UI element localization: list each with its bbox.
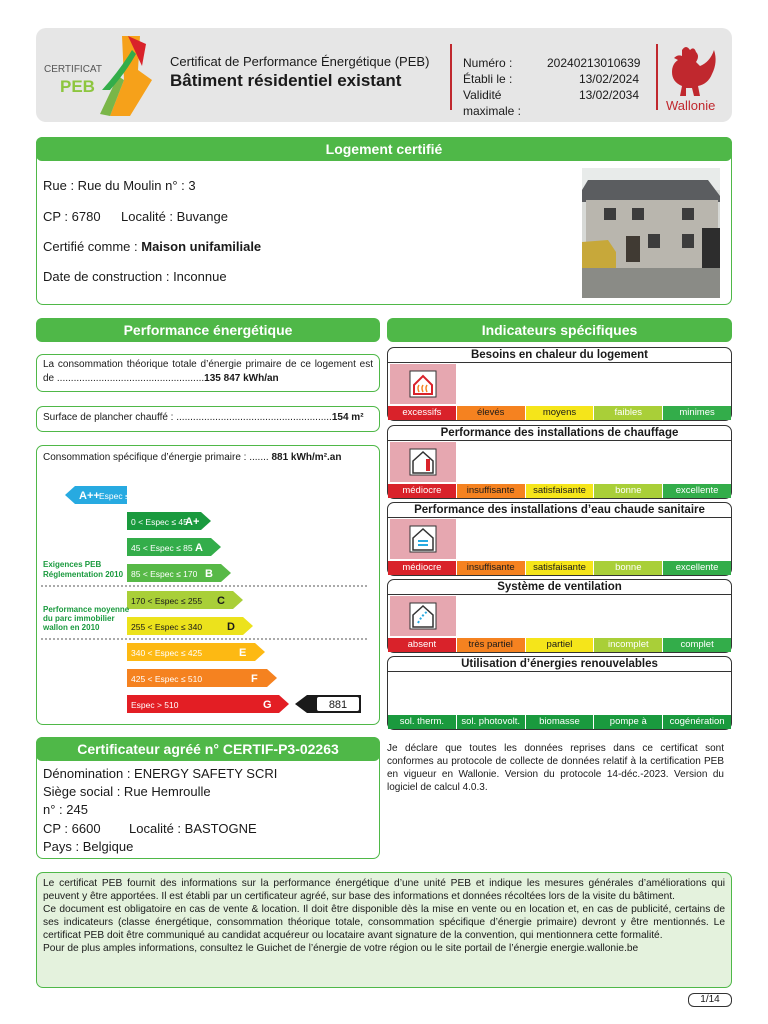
dots: ........................................................ <box>176 412 332 423</box>
indicator-title: Utilisation d’énergies renouvelables <box>388 657 731 672</box>
certified-as-label: Certifié comme : <box>43 239 142 254</box>
energy-class-range: 85 < Espec ≤ 170 <box>131 569 198 579</box>
dots: ....... <box>249 452 269 463</box>
energy-class-letter: C <box>217 595 225 607</box>
svg-text:CERTIFICAT: CERTIFICAT <box>44 64 102 75</box>
house-heat-icon <box>390 364 456 404</box>
indicator-card <box>387 502 732 576</box>
specific-consumption-box <box>36 445 380 725</box>
indicator-scale <box>388 715 731 741</box>
energy-class-range: 45 < Espec ≤ 85 <box>131 543 193 553</box>
indicator-card <box>387 656 732 741</box>
indicator-level: moyens <box>525 406 594 420</box>
indicator-level: incomplet <box>593 638 662 652</box>
info-paragraph-3: Pour de plus amples informations, consultez le Guichet de l’énergie de votre région ou le site portail de l’énergie energie.wallonie.be <box>43 943 639 954</box>
energy-class-letter: B <box>205 568 213 580</box>
specific-consumption-value: 881 kWh/m².an <box>271 452 342 463</box>
certificateur-pays: Pays : Belgique <box>43 839 134 854</box>
logement-section <box>36 137 732 305</box>
indicator-scale <box>388 406 731 420</box>
indicator-level: satisfaisante <box>525 561 594 575</box>
indicator-level: excessifs <box>388 406 456 420</box>
indicator-level: médiocre <box>388 561 456 575</box>
indicator-level: excellente <box>662 561 731 575</box>
info-paragraph-1: Le certificat PEB fournit des informations sur la performance énergétique d’une unité PEB et indique les mesures générales d’améliorations qui peuvent y être apportées. Il est établi par un certificateur agréé, sur base des informations et données récoltées lors de la visite du bâtiment. <box>43 878 725 902</box>
indicator-level: sol. therm. <box>388 715 456 729</box>
indicator-title: Besoins en chaleur du logement <box>388 348 731 363</box>
indicator-level: partiel <box>525 638 594 652</box>
total-consumption-value: 135 847 kWh/an <box>204 373 279 384</box>
indicator-card <box>387 579 732 653</box>
indicator-scale <box>388 484 731 498</box>
certificate-header <box>36 28 732 122</box>
declaration-text: Je déclare que toutes les données reprises dans ce certificat sont conformes au protocole de collecte de données relatif à la certification PEB en vigueur en Wallonie. Version du protocole 14-déc.-2023. Version du logiciel de calcul 4.0.3. <box>387 743 724 793</box>
performance-title: Performance énergétique <box>36 318 380 342</box>
indicator-level: sol. photovolt. <box>456 715 525 729</box>
certificateur-denomination: Dénomination : ENERGY SAFETY SCRI <box>43 766 278 781</box>
indicator-scale <box>388 561 731 575</box>
dots: ..................................................... <box>56 373 205 384</box>
validite-label: Validité maximale : <box>463 88 522 118</box>
indicator-title: Performance des installations d’eau chaude sanitaire <box>388 503 731 518</box>
energy-class-scale <box>37 446 381 726</box>
numero-value: 20240213010639 <box>547 56 641 70</box>
ventilation-icon <box>390 596 456 636</box>
indicator-level: pompe à chaleur <box>593 715 662 729</box>
page-number: 1/14 <box>688 993 732 1007</box>
indicator-level: très partiel <box>456 638 525 652</box>
region-label: Wallonie <box>666 98 716 113</box>
energy-class-letter: D <box>227 621 235 633</box>
energy-class-range: 255 < Espec ≤ 340 <box>131 622 203 632</box>
certificate-meta <box>463 55 639 119</box>
certificateur-section <box>36 737 380 859</box>
exigences-label: Exigences PEB Réglementation 2010 <box>43 560 124 579</box>
indicator-level: bonne <box>593 484 662 498</box>
address-street: Rue : Rue du Moulin n° : 3 <box>43 178 196 193</box>
divider <box>656 44 658 110</box>
energy-class-letter: F <box>251 673 258 685</box>
info-box <box>36 872 732 988</box>
indicator-level: médiocre <box>388 484 456 498</box>
certificateur-cp: CP : 6600 <box>43 821 101 836</box>
construction-date: Date de construction : Inconnue <box>43 269 227 284</box>
postal-code: CP : 6780 <box>43 209 101 224</box>
certificateur-title: Certificateur agréé n° CERTIF-P3-02263 <box>36 737 380 761</box>
energy-class-range: Espec > 510 <box>131 700 179 710</box>
numero-label: Numéro : <box>463 56 513 70</box>
energy-class-range: 340 < Espec ≤ 425 <box>131 648 203 658</box>
energy-class-letter: E <box>239 647 247 659</box>
title-line-2: Bâtiment résidentiel existant <box>170 71 402 90</box>
hot-water-icon <box>390 519 456 559</box>
divider <box>450 44 452 110</box>
indicator-card <box>387 347 732 421</box>
indicator-level: satisfaisante <box>525 484 594 498</box>
rooster-icon <box>664 42 720 100</box>
title-line-1: Certificat de Performance Énergétique (PEB) <box>170 54 430 69</box>
indicator-level: élevés <box>456 406 525 420</box>
energy-class-range: 425 < Espec ≤ 510 <box>131 674 203 684</box>
indicator-level: insuffisante <box>456 484 525 498</box>
energy-class-range: 170 < Espec ≤ 255 <box>131 596 203 606</box>
indicator-level: excellente <box>662 484 731 498</box>
indicator-title: Performance des installations de chauffage <box>388 426 731 441</box>
title-block <box>170 54 480 91</box>
total-consumption-text: La consommation théorique totale d’énergie primaire de ce logement est de <box>43 359 373 384</box>
certificateur-siege: Siège social : Rue Hemroulle <box>43 784 211 799</box>
certified-as <box>43 239 261 254</box>
etabli-label: Établi le : <box>463 72 513 86</box>
indicator-scale <box>388 638 731 652</box>
heating-icon <box>390 442 456 482</box>
surface-value: 154 m² <box>331 412 364 423</box>
indicator-level: insuffisante <box>456 561 525 575</box>
info-paragraph-2: Ce document est obligatoire en cas de vente & location. Il doit être disponible dès la mise en vente ou en location et, en cas de publicité, certains de ses indicateurs (classe énergétique, consommation théorique totale, consommation spécifique d’énergie primaire) devront y être mentionnés. Le certificat PEB doit être communiqué au candidat acquéreur ou locataire avant signature de la convention, qui mentionnera cette formalité. <box>43 904 725 941</box>
locality: Localité : Buvange <box>121 209 228 224</box>
indicator-level: cogénération <box>662 715 731 729</box>
indicator-card <box>387 425 732 499</box>
result-value: 881 <box>328 699 348 711</box>
energy-class-letter: A <box>195 542 203 554</box>
energy-class-letter: A+ <box>185 516 200 528</box>
indicator-title: Système de ventilation <box>388 580 731 595</box>
indicator-level: absent <box>388 638 456 652</box>
energy-class-letter: G <box>263 699 272 711</box>
indicator-level: faibles <box>593 406 662 420</box>
energy-class-range: Espec ≤ 0 <box>99 491 137 501</box>
indicators-title: Indicateurs spécifiques <box>387 318 732 342</box>
peb-logo <box>40 30 164 120</box>
certified-as-value: Maison unifamiliale <box>141 239 262 254</box>
etabli-value: 13/02/2024 <box>578 72 639 86</box>
certificateur-numero: n° : 245 <box>43 802 88 817</box>
surface-text: Surface de plancher chauffé : <box>43 412 174 423</box>
svg-text:PEB: PEB <box>60 77 95 96</box>
logement-title: Logement certifié <box>36 137 732 161</box>
moyenne-label: Performance moyenne du parc immobilier wallon en 2010 <box>43 605 130 632</box>
validite-value: 13/02/2034 <box>578 88 639 102</box>
energy-class-range: 0 < Espec ≤ 45 <box>131 517 188 527</box>
indicator-level: minimes <box>662 406 731 420</box>
certificateur-localite: Localité : BASTOGNE <box>129 821 257 836</box>
indicator-level: complet <box>662 638 731 652</box>
total-consumption-box <box>36 354 380 392</box>
house-photo <box>582 168 720 298</box>
surface-box <box>36 406 380 432</box>
specific-consumption-text: Consommation spécifique d’énergie primaire : <box>43 452 247 463</box>
indicator-level: bonne <box>593 561 662 575</box>
energy-class-letter: A++ <box>79 490 100 502</box>
indicator-level: biomasse <box>525 715 594 729</box>
